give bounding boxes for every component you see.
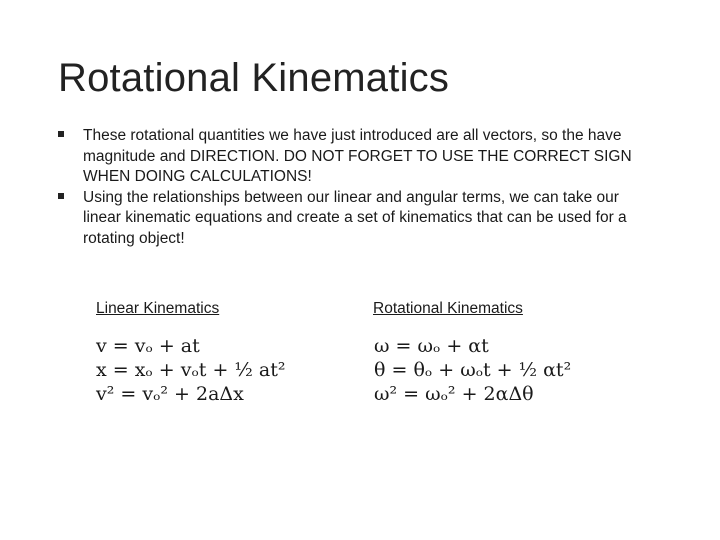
square-bullet-icon xyxy=(58,131,64,137)
angular-velocity-squared-equation: ω² = ωₒ² + 2αΔθ xyxy=(374,383,534,405)
rotational-kinematics-heading: Rotational Kinematics xyxy=(373,300,523,317)
bullet-item xyxy=(58,126,638,188)
angular-velocity-equation: ω = ωₒ + αt xyxy=(374,335,489,357)
bullet-list xyxy=(58,126,638,249)
rotational-equations xyxy=(374,334,571,406)
bullet-item xyxy=(58,188,638,250)
angular-position-equation: θ = θₒ + ωₒt + ½ αt² xyxy=(374,359,572,381)
square-bullet-icon xyxy=(58,193,64,199)
linear-equations xyxy=(96,334,285,406)
linear-velocity-squared-equation: v² = vₒ² + 2aΔx xyxy=(96,383,244,405)
linear-velocity-equation: v = vₒ + at xyxy=(96,335,200,357)
linear-kinematics-heading: Linear Kinematics xyxy=(96,300,220,317)
bullet-text: Using the relationships between our linear and angular terms, we can take our linear kinematic equations and create a set of kinematics that can be used for a rotating object! xyxy=(83,188,627,247)
linear-position-equation: x = xₒ + vₒt + ½ at² xyxy=(96,359,286,381)
slide-title: Rotational Kinematics xyxy=(58,56,450,100)
bullet-text: These rotational quantities we have just introduced are all vectors, so the have magnitude and DIRECTION. DO NOT FORGET TO USE THE CORRECT SIGN WHEN DOING CALCULATIONS! xyxy=(83,127,632,185)
